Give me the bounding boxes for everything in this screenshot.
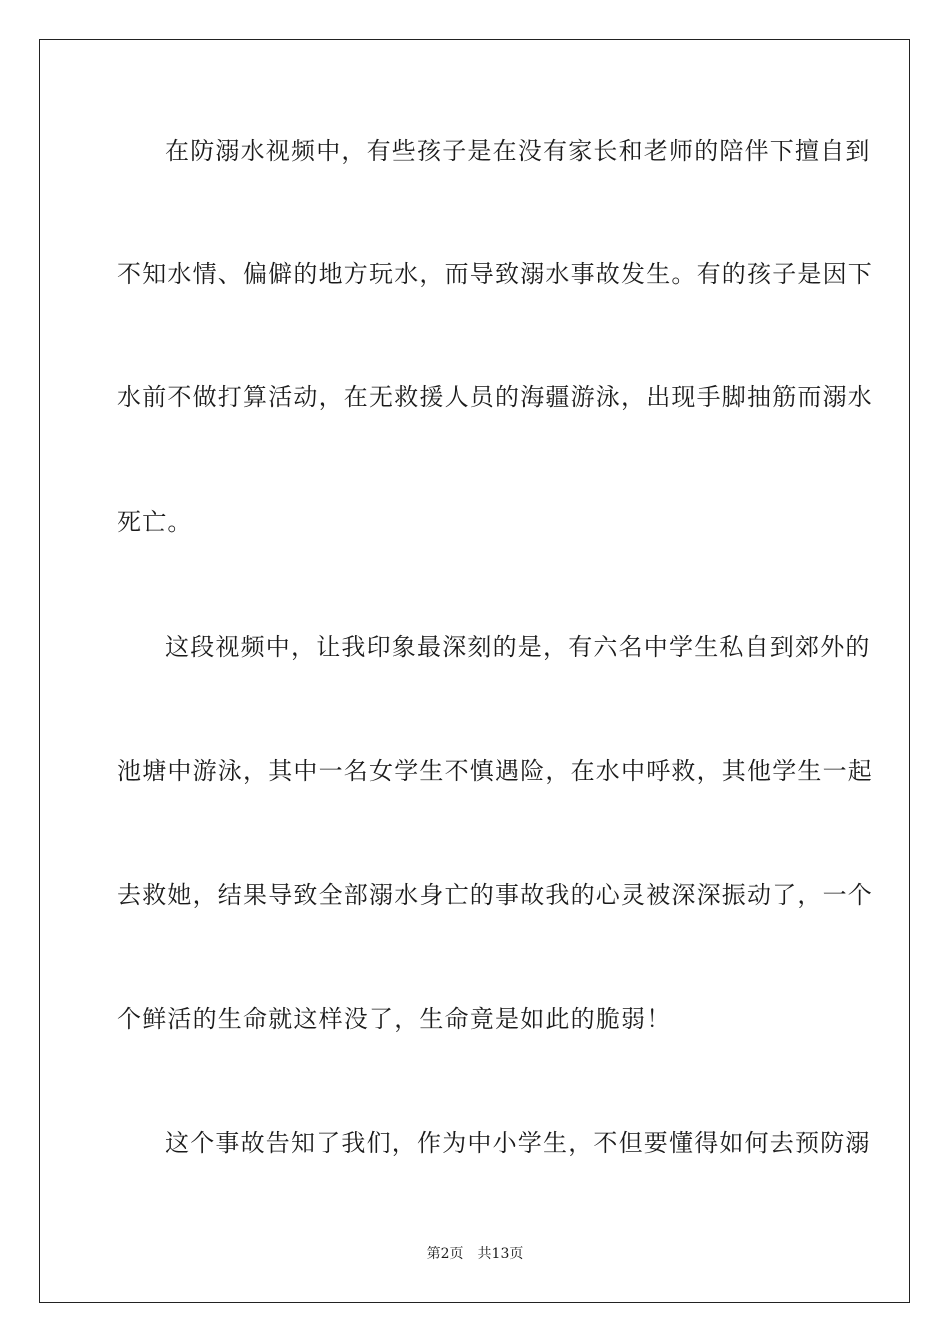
page-total: 共13页 (477, 1246, 524, 1262)
paragraph-2-line-2: 池塘中游泳，其中一名女学生不慎遇险，在水中呼救，其他学生一起 (117, 757, 873, 785)
paragraph-2-line-1: 这段视频中，让我印象最深刻的是，有六名中学生私自到郊外的 (165, 633, 871, 661)
paragraph-1-line-2: 不知水情、偏僻的地方玩水，而导致溺水事故发生。有的孩子是因下 (117, 260, 873, 288)
page-number: 第2页 (426, 1246, 464, 1262)
paragraph-1-line-3: 水前不做打算活动，在无救援人员的海疆游泳，出现手脚抽筋而溺水 (117, 383, 873, 411)
paragraph-3-line-1: 这个事故告知了我们，作为中小学生，不但要懂得如何去预防溺 (165, 1129, 871, 1157)
paragraph-1-line-1: 在防溺水视频中，有些孩子是在没有家长和老师的陪伴下擅自到 (165, 137, 871, 165)
paragraph-1-line-4: 死亡。 (117, 508, 193, 536)
page-footer (0, 1245, 950, 1263)
page-border (39, 39, 910, 1303)
paragraph-2-line-3: 去救她，结果导致全部溺水身亡的事故我的心灵被深深振动了，一个 (117, 881, 873, 909)
paragraph-2-line-4: 个鲜活的生命就这样没了，生命竟是如此的脆弱！ (117, 1005, 672, 1033)
